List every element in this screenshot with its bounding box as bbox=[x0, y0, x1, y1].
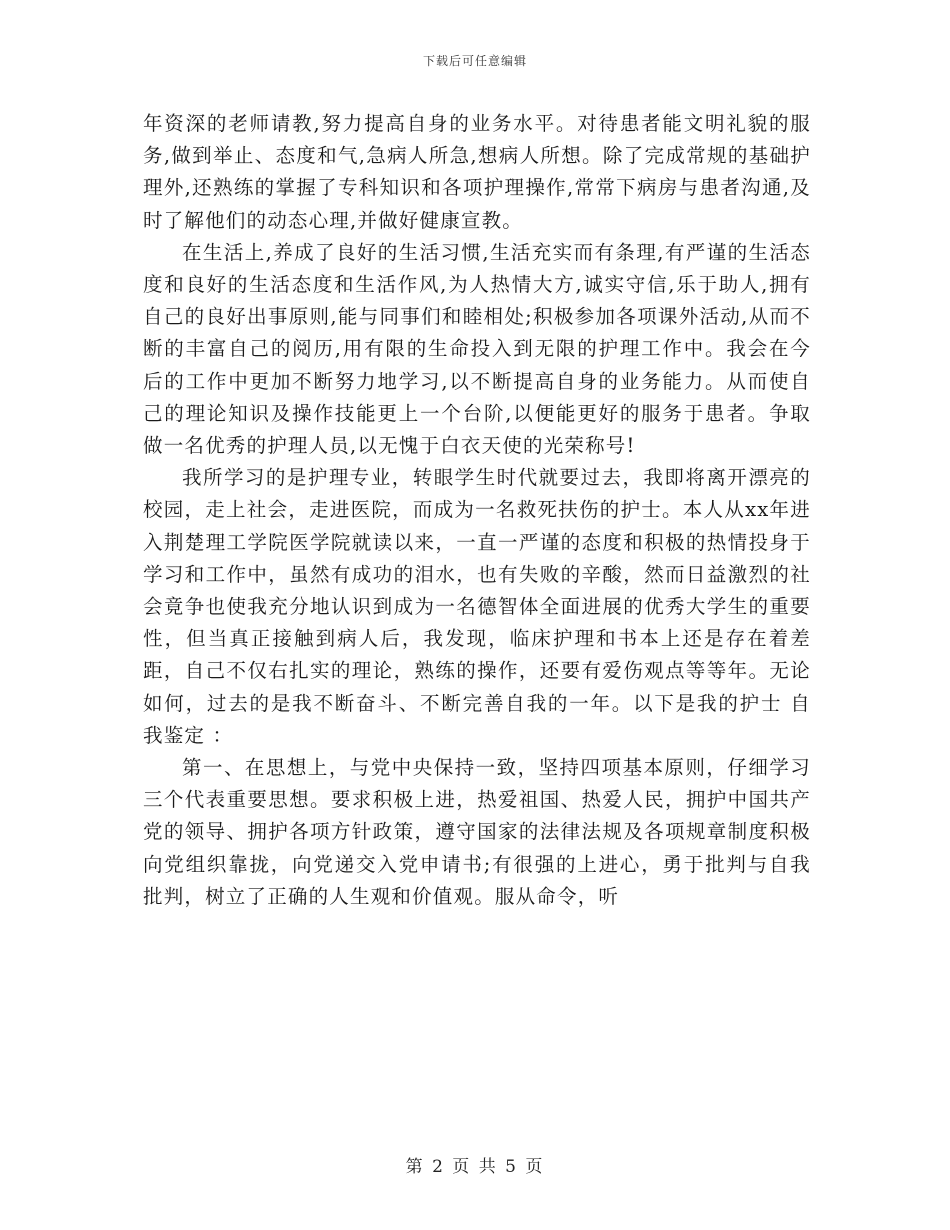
paragraph-nursing-study: 我所学习的是护理专业，转眼学生时代就要过去，我即将离开漂亮的校园，走上社会，走进医院，而成为一名救死扶伤的护士。本人从xx年进入荆楚理工学院医学院就读以来，一直一严谨的态度和积极的热情投身于学习和工作中，虽然有成功的泪水，也有失败的辛酸，然而日益激烈的社会竟争也使我充分地认识到成为一名德智体全面进展的优秀大学生的重要性，但当真正接触到病人后，我发现，临床护理和书本上还是存在着差距，自己不仅右扎实的理论，熟练的操作，还要有爱伤观点等等年。无论如何，过去的是我不断奋斗、不断完善自我的一年。以下是我的护士 自我鉴定 ： bbox=[143, 466, 811, 747]
page-number-footer: 第 2 页 共 5 页 bbox=[405, 1157, 545, 1177]
paragraph-life: 在生活上,养成了良好的生活习惯,生活充实而有条理,有严谨的生活态度和良好的生活态度和生活作风,为人热情大方,诚实守信,乐于助人,拥有自己的良好出事原则,能与同事们和睦相处;积极参加各项课外活动,从而不断的丰富自己的阅历,用有限的生命投入到无限的护理工作中。我会在今后的工作中更加不断努力地学习,以不断提高自身的业务能力。从而使自己的理论知识及操作技能更上一个台阶,以便能更好的服务于患者。争取做一名优秀的护理人员,以无愧于白衣天使的光荣称号! bbox=[143, 240, 811, 458]
page-header: 下载后可任意编辑 bbox=[422, 54, 527, 68]
document-body bbox=[143, 108, 811, 913]
paragraph-continuation: 年资深的老师请教,努力提高自身的业务水平。对待患者能文明礼貌的服务,做到举止、态度和气,急病人所急,想病人所想。除了完成常规的基础护理外,还熟练的掌握了专科知识和各项护理操作,常常下病房与患者沟通,及时了解他们的动态心理,并做好健康宣教。 bbox=[143, 112, 811, 232]
paragraph-ideology: 第一、在思想上，与党中央保持一致，坚持四项基本原则，仔细学习三个代表重要思想。要求积极上进，热爱祖国、热爱人民，拥护中国共产党的领导、拥护各项方针政策，遵守国家的法律法规及各项规章制度积极向党组织靠拢，向党递交入党申请书;有很强的上进心，勇于批判与自我批判，树立了正确的人生观和价值观。服从命令，听 bbox=[143, 756, 811, 908]
